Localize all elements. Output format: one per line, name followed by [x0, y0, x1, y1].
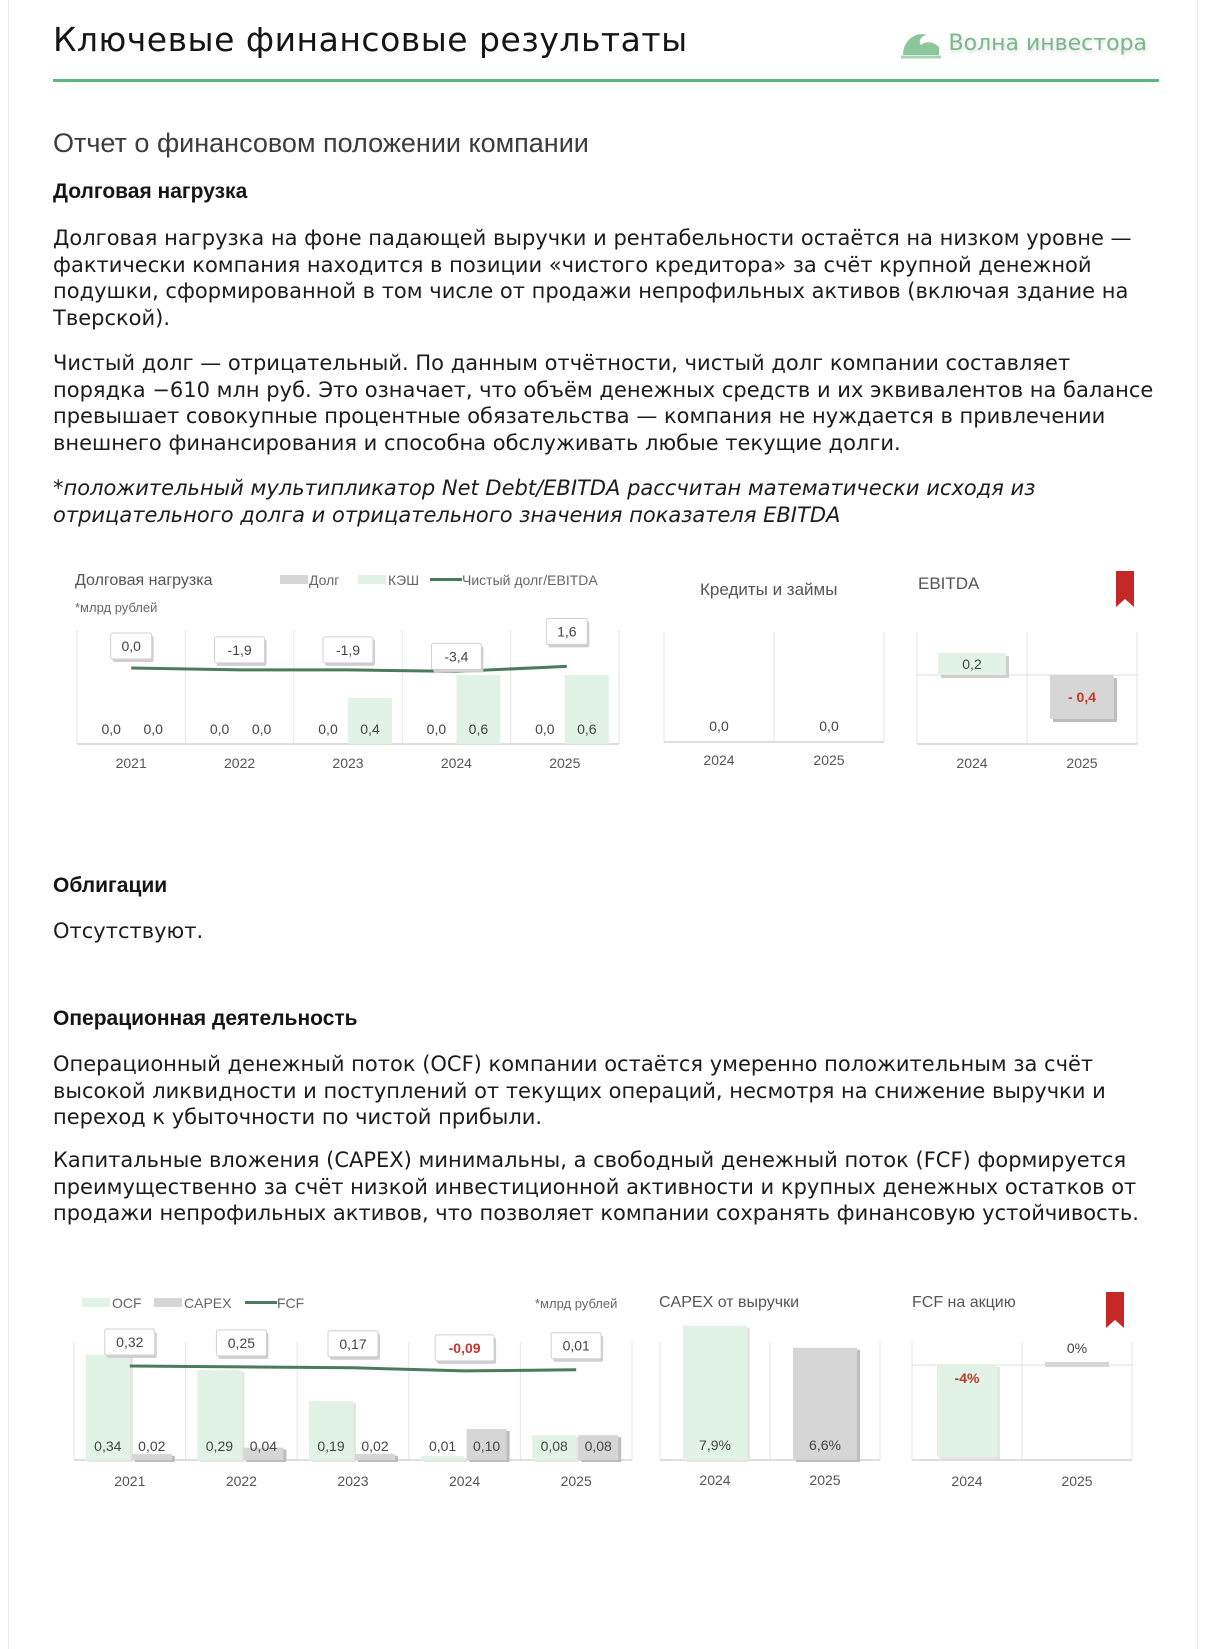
loans-chart — [664, 580, 884, 768]
bar-value-label: 0,01 — [428, 1438, 457, 1454]
capex-bar — [132, 1454, 172, 1460]
chart-title: Долговая нагрузка — [75, 572, 213, 589]
operations-paragraph-1: Операционный денежный поток (OCF) компании остаётся умеренно положительным за счёт высокой ликвидности и поступлений от текущих операций, несмотря на снижение выручки и переход к убыточности по чистой прибыли. — [53, 1052, 1106, 1129]
bar-value-label: 0,0 — [426, 721, 447, 737]
debt-heading: Долговая нагрузка — [53, 180, 248, 203]
bar-value-label: 0,0 — [535, 721, 555, 737]
bookmark-icon — [1106, 1292, 1124, 1328]
debt-charts — [0, 555, 1206, 775]
line-value-label: 0,25 — [227, 1334, 256, 1351]
x-tick-label: 2022 — [225, 1473, 257, 1489]
line-value-label: 0,01 — [562, 1337, 590, 1354]
x-tick-label: 2024 — [699, 1472, 731, 1488]
wave-logo-icon — [899, 27, 943, 59]
capex-revenue-chart — [659, 1294, 880, 1488]
page-header — [53, 18, 1159, 82]
x-tick-label: 2025 — [549, 755, 581, 771]
operations-paragraph-2: Капитальные вложения (CAPEX) минимальны, а свободный денежный поток (FCF) формируется преимущественно за счёт низкой инвестиционной активности и крупных денежных остатков от продажи непрофильных активов, что позволяет компании сохранять финансовую устойчивость. — [53, 1148, 1139, 1225]
x-tick-label: 2021 — [114, 1473, 146, 1489]
line-value-label: 0,0 — [121, 638, 141, 654]
bar-value-label: 0% — [1066, 1340, 1088, 1356]
section-title: Отчет о финансовом положении компании — [53, 128, 589, 158]
bar-value-label: 0,2 — [962, 656, 982, 672]
line-value-label: 1,6 — [557, 623, 577, 640]
x-tick-label: 2025 — [809, 1472, 841, 1488]
legend-label: CAPEX — [184, 1295, 232, 1311]
chart-title: FCF на акцию — [912, 1294, 1016, 1311]
bar-value-label: 0,0 — [209, 721, 230, 737]
chart-title: EBITDA — [918, 574, 980, 593]
line-value-label: -1,9 — [227, 641, 252, 658]
legend-swatch-cash — [358, 575, 386, 584]
fcf-line — [130, 1366, 576, 1371]
legend-swatch-capex — [154, 1298, 182, 1307]
line-value-label: 0,32 — [116, 1334, 144, 1350]
bookmark-icon — [1116, 571, 1134, 607]
legend-swatch-debt — [280, 575, 308, 584]
page-title: Ключевые финансовые результаты — [53, 20, 688, 59]
legend-label: Долг — [309, 572, 340, 588]
cashflow-chart — [74, 1295, 632, 1489]
brand-name: Волна инвестора — [948, 30, 1147, 56]
capex-bar — [355, 1454, 395, 1460]
legend-label: Чистый долг/EBITDA — [462, 572, 598, 588]
chart-unit: *млрд рублей — [75, 600, 158, 615]
legend-swatch-ocf — [82, 1298, 110, 1307]
bar-value-label: 0,08 — [584, 1438, 612, 1454]
x-tick-label: 2025 — [560, 1473, 592, 1489]
debt-paragraph-1: Долговая нагрузка на фоне падающей выручки и рентабельности остаётся на низком уровне — фактически компания находится в позиции «чистого кредитора» за счёт крупной денежной подушки, сформированной в том числе от продажи непрофильных активов (включая здание на Тверской). — [53, 226, 1132, 330]
x-tick-label: 2024 — [440, 755, 472, 771]
net-debt-ebitda-line — [131, 666, 567, 671]
chart-title: Кредиты и займы — [700, 580, 838, 599]
operations-heading: Операционная деятельность — [53, 1007, 358, 1030]
bar-value-label: - 0,4 — [1067, 689, 1097, 705]
fcf-per-share-bar — [1045, 1362, 1109, 1367]
bar-value-label: 0,0 — [143, 721, 163, 737]
bar-value-label: 0,02 — [138, 1438, 166, 1454]
fcf-per-share-chart — [912, 1292, 1132, 1489]
bonds-heading: Облигации — [53, 874, 168, 897]
bar-value-label: 0,0 — [101, 721, 121, 737]
x-tick-label: 2025 — [1061, 1473, 1093, 1489]
x-tick-label: 2021 — [115, 755, 147, 771]
legend-label: КЭШ — [388, 572, 420, 588]
header-divider — [53, 79, 1159, 82]
bar-value-label: 0,0 — [251, 721, 272, 737]
brand-logo — [899, 26, 1147, 60]
legend-swatch-line — [430, 578, 462, 581]
bar-value-label: 0,08 — [540, 1438, 568, 1454]
chart-unit: *млрд рублей — [535, 1296, 618, 1311]
cashflow-charts — [0, 1280, 1206, 1500]
x-tick-label: 2024 — [951, 1473, 983, 1489]
bar-value-label: 0,6 — [468, 721, 489, 737]
x-tick-label: 2024 — [703, 752, 735, 768]
bar-value-label: 0,10 — [472, 1438, 501, 1454]
debt-footnote: *положительный мультипликатор Net Debt/EBITDA рассчитан математически исходя из отрицательного долга и отрицательного значения показателя EBITDA — [53, 476, 1036, 527]
x-tick-label: 2023 — [337, 1473, 369, 1489]
x-tick-label: 2025 — [1066, 755, 1098, 771]
chart-title: CAPEX от выручки — [659, 1294, 799, 1311]
bar-value-label: 0,29 — [205, 1438, 234, 1454]
line-value-label: -1,9 — [335, 641, 361, 658]
bar-value-label: 0,0 — [318, 721, 338, 737]
bar-value-label: 6,6% — [809, 1437, 841, 1453]
chart-legend — [280, 572, 598, 588]
line-value-label: 0,17 — [339, 1335, 367, 1352]
bar-value-label: -4% — [954, 1370, 980, 1386]
legend-label: FCF — [277, 1295, 305, 1311]
bar-value-label: 0,6 — [577, 721, 597, 737]
ebitda-chart — [917, 571, 1137, 771]
bar-value-label: 0,04 — [249, 1438, 278, 1454]
bonds-text: Отсутствуют. — [53, 919, 204, 943]
legend-swatch-line — [245, 1301, 277, 1304]
bar-value-label: 0,19 — [317, 1438, 345, 1454]
debt-paragraph-2: Чистый долг — отрицательный. По данным отчётности, чистый долг компании составляет порядка −610 млн руб. Это означает, что объём денежных средств и их эквивалентов на балансе превышает совокупные процентные обязательства — компания не нуждается в привлечении внешнего финансирования и способна обслуживать любые текущие долги. — [53, 351, 1154, 455]
chart-legend — [82, 1295, 304, 1311]
line-value-label: -3,4 — [444, 648, 469, 665]
bar-value-label: 0,0 — [819, 718, 839, 734]
x-tick-label: 2022 — [224, 755, 256, 771]
debt-load-chart — [75, 572, 619, 771]
x-tick-label: 2025 — [813, 752, 845, 768]
bar-value-label: 0,02 — [361, 1438, 389, 1454]
ocf-bar — [421, 1456, 465, 1460]
legend-label: OCF — [112, 1295, 142, 1311]
bar-value-label: 7,9% — [699, 1437, 731, 1453]
x-tick-label: 2023 — [332, 755, 364, 771]
x-tick-label: 2024 — [449, 1473, 481, 1489]
line-value-label: -0,09 — [448, 1339, 481, 1356]
bar-value-label: 0,34 — [94, 1438, 122, 1454]
bar-value-label: 0,0 — [709, 718, 729, 734]
bar-value-label: 0,4 — [360, 721, 380, 737]
x-tick-label: 2024 — [956, 755, 988, 771]
